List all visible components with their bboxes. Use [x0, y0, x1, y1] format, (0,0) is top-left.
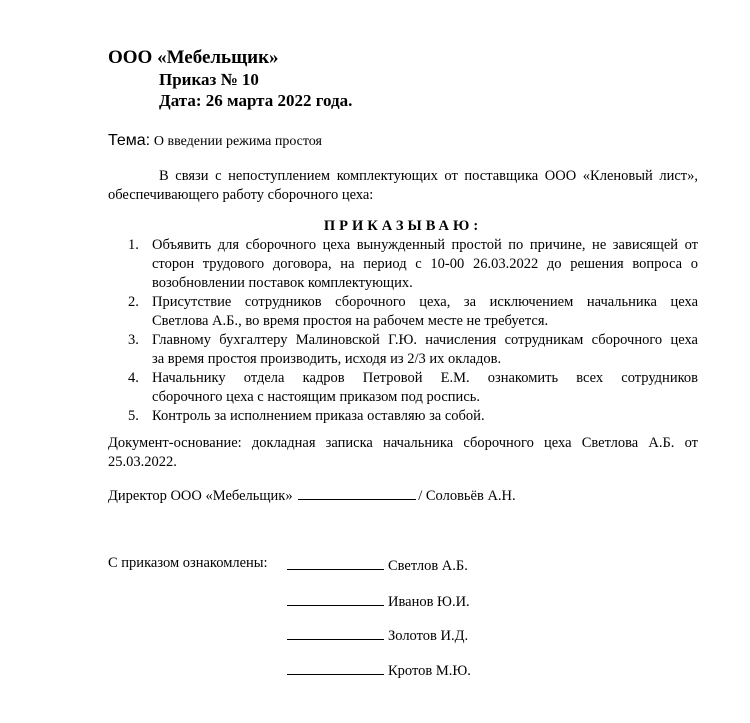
basis-line: Документ-основание: докладная записка начальника сборочного цеха Светлова А.Б. от [108, 435, 698, 451]
signatory-row [287, 555, 468, 575]
signatory-name: Иванов Ю.И. [388, 594, 470, 610]
item-number: 2. [128, 294, 139, 310]
item-line: Присутствие сотрудников сборочного цеха, за исключением начальника цеха [152, 294, 698, 310]
item-number: 3. [128, 332, 139, 348]
item-line: за время простоя производить, исходя из 2/3 их окладов. [152, 351, 502, 367]
preamble [108, 167, 698, 205]
item-number: 5. [128, 408, 139, 424]
order-item [108, 293, 698, 331]
signature-line [287, 660, 384, 675]
order-item [108, 236, 698, 293]
order-item [108, 407, 698, 426]
signature-separator: / [418, 488, 423, 504]
signatory-row [287, 625, 468, 645]
item-line: Начальнику отдела кадров Петровой Е.М. ознакомить всех сотрудников [152, 370, 698, 386]
order-date: Дата: 26 марта 2022 года. [159, 91, 353, 110]
signatory-name: Золотов И.Д. [388, 628, 469, 644]
preamble-line: обеспечивающего работу сборочного цеха: [108, 187, 374, 203]
topic-label: Тема: [108, 132, 151, 149]
order-items-list [108, 236, 698, 426]
basis-line: 25.03.2022. [108, 454, 177, 470]
acknowledgement-label: С приказом ознакомлены: [108, 555, 268, 571]
signatory-row [287, 660, 471, 680]
topic-value: О введении режима простоя [153, 134, 322, 149]
item-line: сторон трудового договора, на период с 10-00 26.03.2022 до решения вопроса о [152, 256, 698, 272]
company-name: ООО «Мебельщик» [108, 47, 279, 68]
item-line: Объявить для сборочного цеха вынужденный простой по причине, не зависящей от [152, 237, 698, 253]
signatory-row [287, 591, 470, 611]
signatory-name: Кротов М.Ю. [388, 663, 471, 679]
director-title: Директор ООО «Мебельщик» [108, 488, 293, 504]
item-line: Контроль за исполнением приказа оставляю за собой. [152, 408, 485, 424]
item-line: Главному бухгалтеру Малиновской Г.Ю. начисления сотрудникам сборочного цеха [152, 332, 698, 348]
signature-line [287, 625, 384, 640]
order-item [108, 331, 698, 369]
item-number: 4. [128, 370, 139, 386]
signatory-name: Светлов А.Б. [388, 558, 468, 574]
director-name: Соловьёв А.Н. [425, 488, 516, 504]
signature-line [287, 555, 384, 570]
order-heading: ПРИКАЗЫВАЮ: [323, 218, 483, 234]
item-line: возобновлении поставок комплектующих. [152, 275, 413, 291]
topic [108, 132, 322, 150]
director-signature [108, 485, 516, 505]
order-number: Приказ № 10 [159, 70, 259, 89]
preamble-line: В связи с непоступлением комплектующих от поставщика ООО «Кленовый лист», [159, 168, 698, 184]
document-basis [108, 434, 698, 472]
item-number: 1. [128, 237, 139, 253]
signature-line [287, 591, 384, 606]
item-line: Светлова А.Б., во время простоя на рабочем месте не требуется. [152, 313, 549, 329]
item-line: сборочного цеха с настоящим приказом под роспись. [152, 389, 480, 405]
signature-line [298, 485, 416, 500]
order-item [108, 369, 698, 407]
